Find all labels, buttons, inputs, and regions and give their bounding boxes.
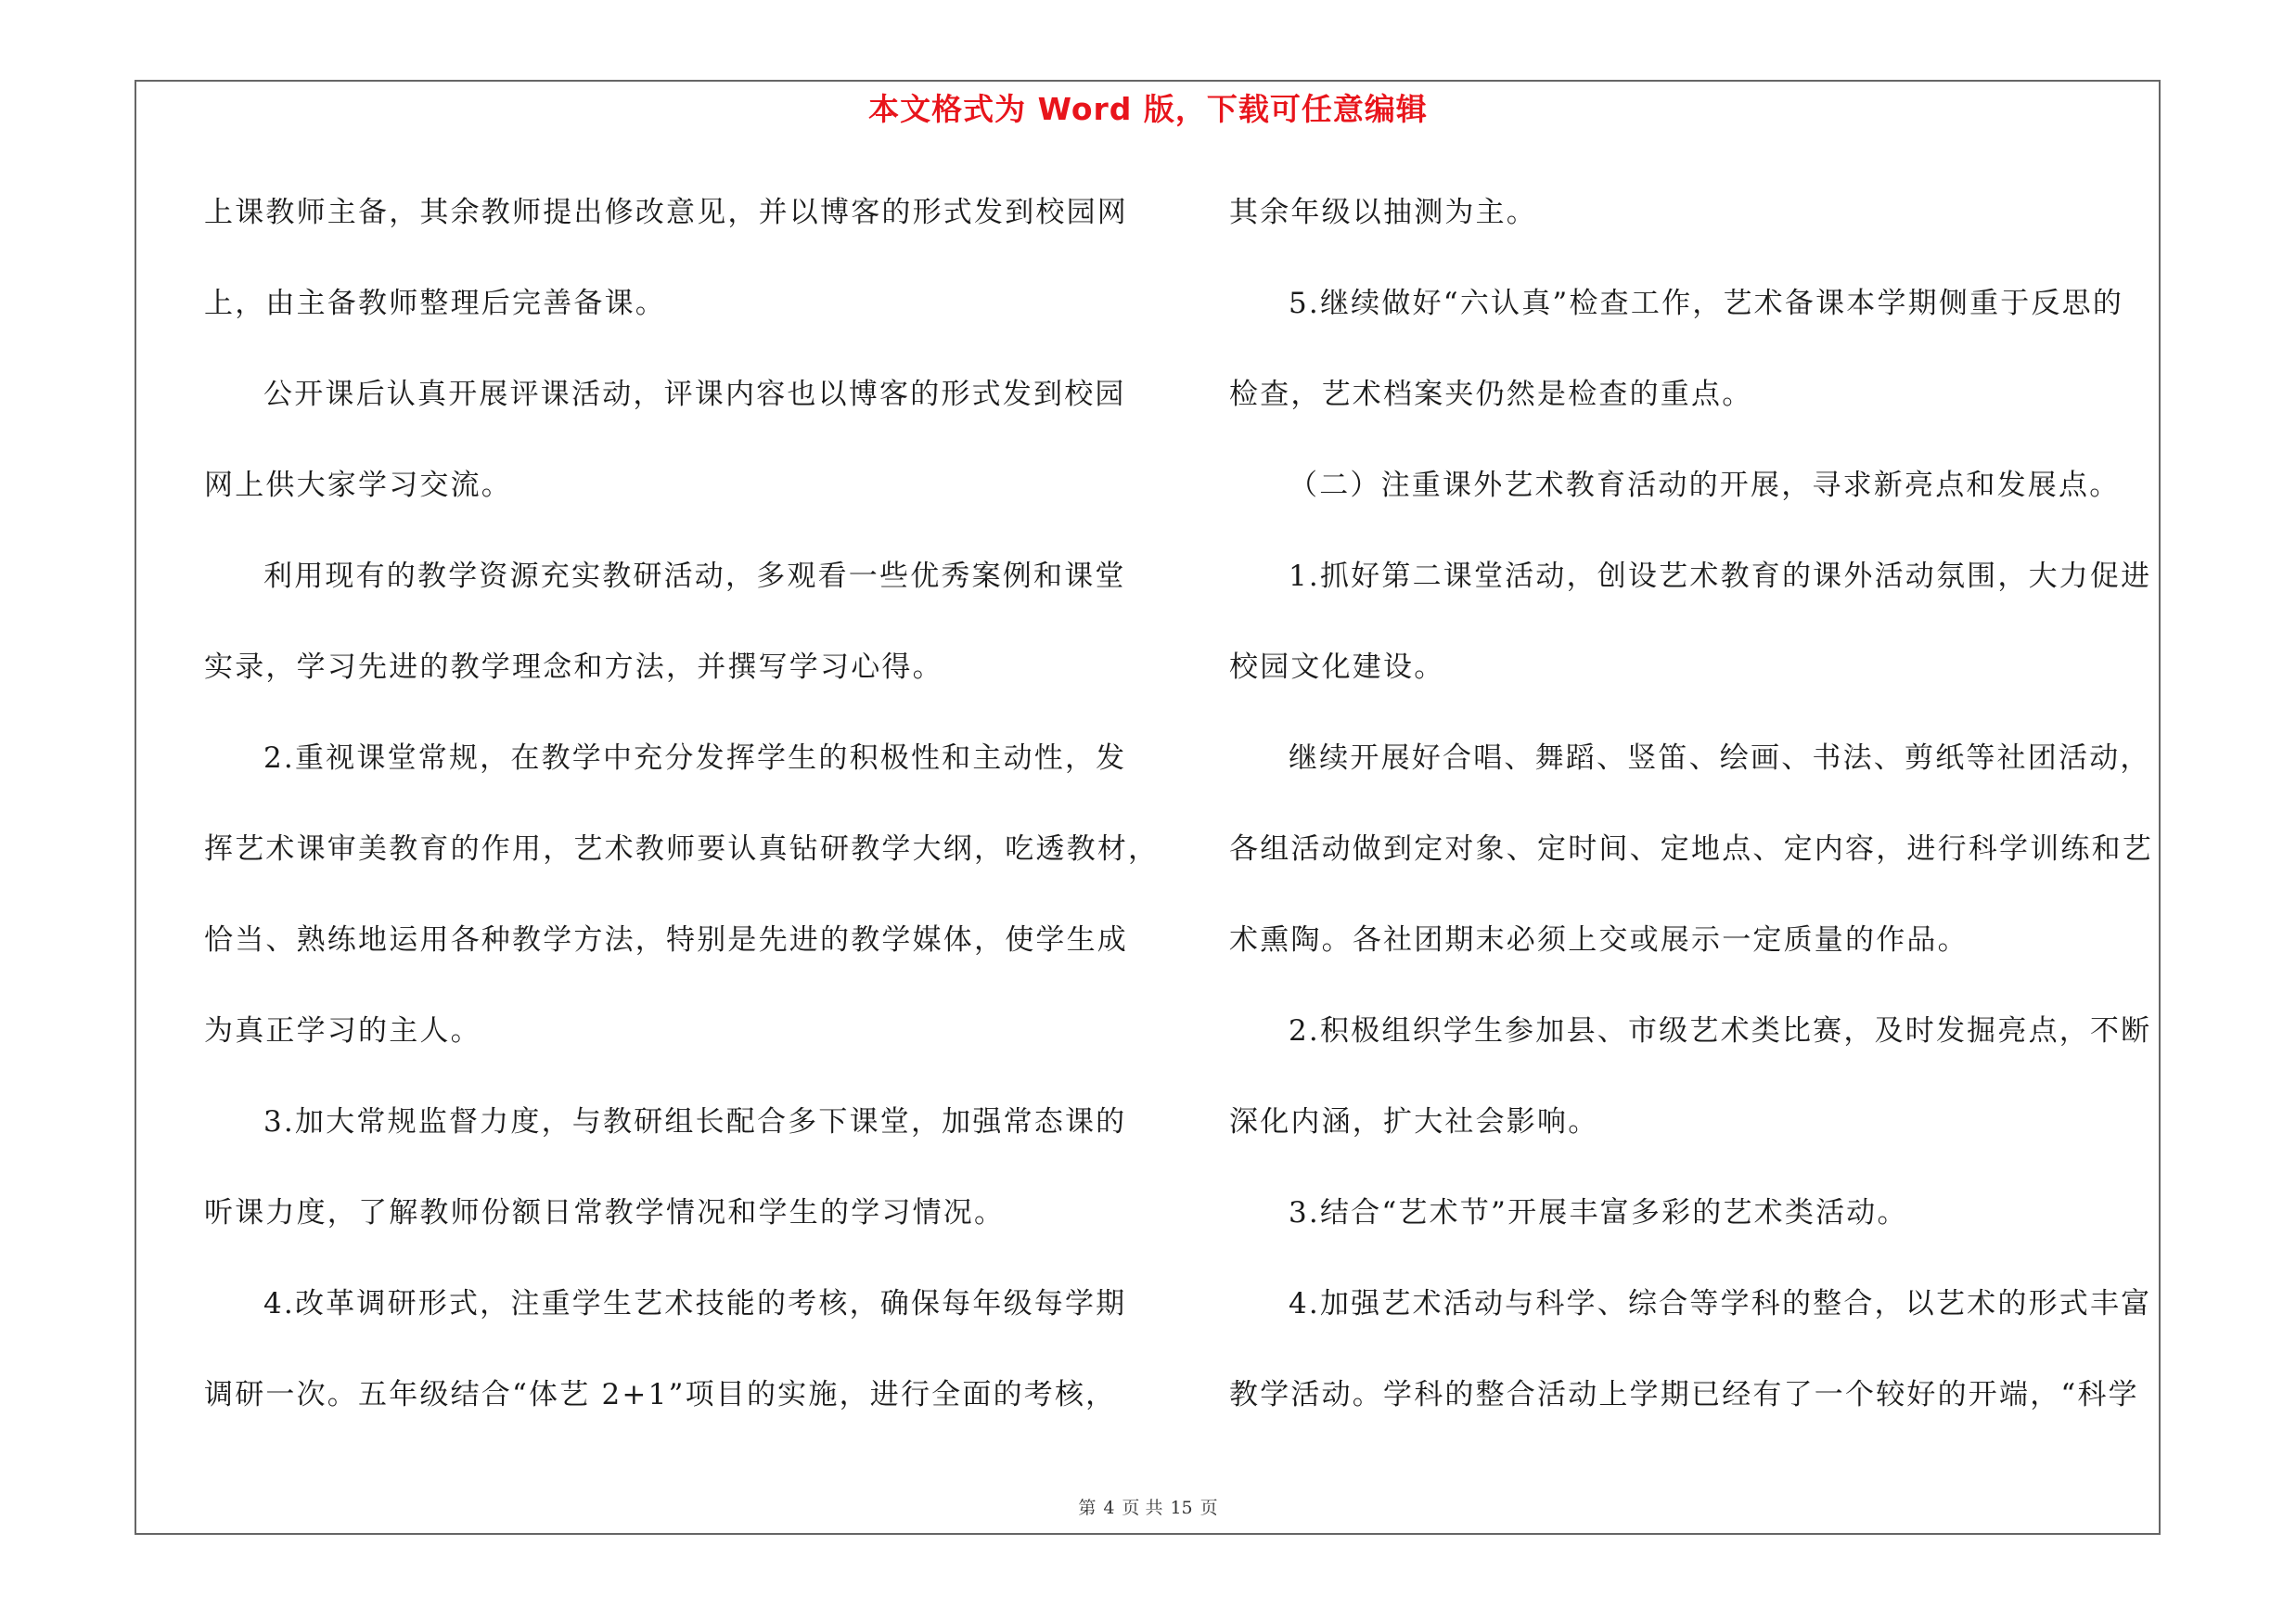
- right-text-column: [1229, 186, 2152, 1459]
- page-label-mid: 页 共: [1122, 1498, 1163, 1518]
- text-line: 深化内涵，扩大社会影响。: [1229, 1105, 1599, 1139]
- text-line: 1.抓好第二课堂活动，创设艺术教育的课外活动氛围，大力促进: [1289, 560, 2152, 593]
- text-line: 调研一次。五年级结合“体艺 2+1”项目的实施，进行全面的考核，: [204, 1378, 1117, 1411]
- text-line: 检查，艺术档案夹仍然是检查的重点。: [1229, 378, 1753, 411]
- text-line: （二）注重课外艺术教育活动的开展，寻求新亮点和发展点。: [1289, 469, 2121, 502]
- text-line: 术熏陶。各社团期末必须上交或展示一定质量的作品。: [1229, 923, 1969, 957]
- text-line: 5.继续做好“六认真”检查工作，艺术备课本学期侧重于反思的: [1289, 287, 2124, 320]
- text-line: 教学活动。学科的整合活动上学期已经有了一个较好的开端，“科学: [1229, 1378, 2139, 1411]
- text-line: 上课教师主备，其余教师提出修改意见，并以博客的形式发到校园网: [204, 196, 1128, 229]
- text-line: 为真正学习的主人。: [204, 1014, 481, 1048]
- text-line: 挥艺术课审美教育的作用，艺术教师要认真钻研教学大纲，吃透教材，: [204, 832, 1160, 866]
- text-line: 实录，学习先进的教学理念和方法，并撰写学习心得。: [204, 650, 943, 684]
- text-line: 3.加大常规监督力度，与教研组长配合多下课堂，加强常态课的: [263, 1105, 1127, 1139]
- text-line: 3.结合“艺术节”开展丰富多彩的艺术类活动。: [1289, 1196, 1908, 1230]
- text-line: 恰当、熟练地运用各种教学方法，特别是先进的教学媒体，使学生成: [204, 923, 1128, 957]
- text-line: 公开课后认真开展评课活动，评课内容也以博客的形式发到校园: [263, 378, 1126, 411]
- text-line: 上，由主备教师整理后完善备课。: [204, 287, 666, 320]
- current-page-number: 4: [1103, 1498, 1115, 1518]
- text-line: 其余年级以抽测为主。: [1229, 196, 1537, 229]
- text-line: 2.重视课堂常规，在教学中充分发挥学生的积极性和主动性，发: [263, 741, 1127, 775]
- page-number-footer: [0, 1494, 2296, 1519]
- page-label-prefix: 第: [1078, 1498, 1097, 1518]
- format-notice-banner: 本文格式为 Word 版，下载可任意编辑: [868, 91, 1428, 127]
- text-line: 校园文化建设。: [1229, 650, 1445, 684]
- text-line: 继续开展好合唱、舞蹈、竖笛、绘画、书法、剪纸等社团活动，: [1289, 741, 2151, 775]
- text-line: 各组活动做到定对象、定时间、定地点、定内容，进行科学训练和艺: [1229, 832, 2153, 866]
- text-line: 听课力度，了解教师份额日常教学情况和学生的学习情况。: [204, 1196, 1006, 1230]
- text-line: 4.改革调研形式，注重学生艺术技能的考核，确保每年级每学期: [263, 1287, 1127, 1320]
- text-line: 网上供大家学习交流。: [204, 469, 512, 502]
- text-line: 4.加强艺术活动与科学、综合等学科的整合，以艺术的形式丰富: [1289, 1287, 2152, 1320]
- page-label-suffix: 页: [1199, 1498, 1218, 1518]
- text-line: 利用现有的教学资源充实教研活动，多观看一些优秀案例和课堂: [263, 560, 1126, 593]
- text-line: 2.积极组织学生参加县、市级艺术类比赛，及时发掘亮点，不断: [1289, 1014, 2152, 1048]
- total-pages-number: 15: [1170, 1498, 1193, 1518]
- left-text-column: [204, 186, 1160, 1459]
